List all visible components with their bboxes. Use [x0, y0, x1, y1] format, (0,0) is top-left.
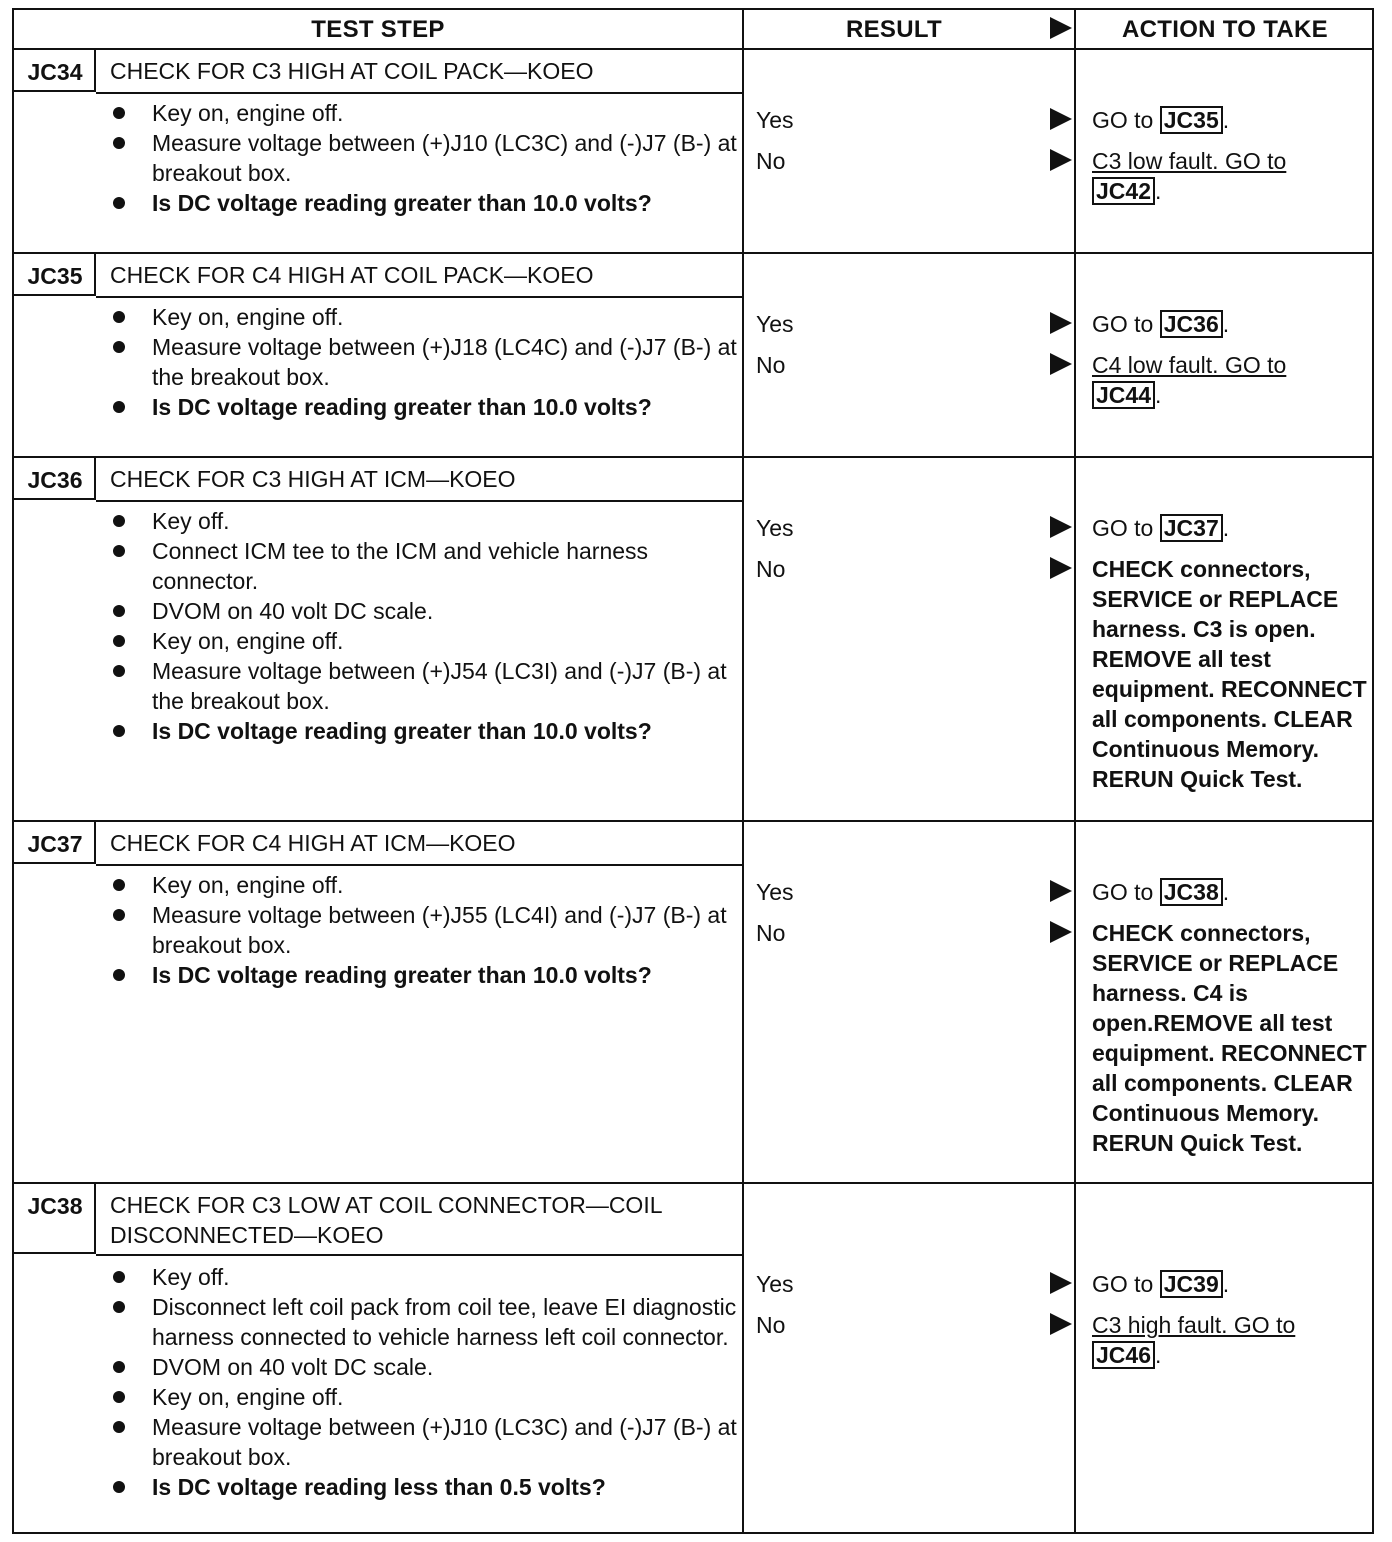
step-list	[110, 870, 750, 990]
step-title: CHECK FOR C4 HIGH AT ICM—KOEO	[110, 830, 516, 856]
table-row	[14, 254, 1372, 456]
title-rule	[96, 1254, 744, 1256]
step-list	[110, 302, 750, 422]
bullet-icon	[113, 311, 125, 323]
header-action: ACTION TO TAKE	[1122, 16, 1328, 43]
ref-link[interactable]: JC46	[1092, 1341, 1155, 1369]
bullet-icon	[113, 605, 125, 617]
list-item: Disconnect left coil pack from coil tee, leave EI diagnostic harness connected to vehicle harness left coil connector.	[110, 1292, 750, 1352]
arrow-icon	[1050, 921, 1072, 943]
result-yes: Yes	[756, 515, 794, 541]
list-item: Is DC voltage reading greater than 10.0 volts?	[110, 188, 750, 218]
bullet-icon	[113, 1271, 125, 1283]
bullet-icon	[113, 1361, 125, 1373]
list-item: Key on, engine off.	[110, 626, 750, 656]
ref-link[interactable]: JC35	[1160, 106, 1223, 134]
list-item: DVOM on 40 volt DC scale.	[110, 1352, 750, 1382]
list-item: Key on, engine off.	[110, 870, 750, 900]
list-item: Measure voltage between (+)J54 (LC3I) and (-)J7 (B-) at the breakout box.	[110, 656, 750, 716]
ref-link[interactable]: JC37	[1160, 514, 1223, 542]
arrow-icon	[1050, 557, 1072, 579]
step-title: CHECK FOR C3 HIGH AT COIL PACK—KOEO	[110, 58, 594, 84]
title-rule	[96, 864, 744, 866]
action-yes: GO to JC38 .	[1092, 879, 1230, 905]
action-yes: GO to JC37 .	[1092, 515, 1230, 541]
result-yes: Yes	[756, 879, 794, 905]
action-no: C4 low fault. GO to JC44 .	[1092, 352, 1287, 408]
step-list	[110, 1262, 750, 1502]
bullet-icon	[113, 635, 125, 647]
step-code: JC36	[27, 467, 83, 493]
list-item: DVOM on 40 volt DC scale.	[110, 596, 750, 626]
diagnostic-table	[12, 8, 1374, 1534]
list-item: Is DC voltage reading greater than 10.0 volts?	[110, 392, 750, 422]
arrow-icon	[1050, 1272, 1072, 1294]
result-no: No	[756, 556, 786, 582]
ref-link[interactable]: JC39	[1160, 1270, 1223, 1298]
bullet-icon	[113, 197, 125, 209]
action-yes: GO to JC36 .	[1092, 311, 1230, 337]
result-no: No	[756, 352, 786, 378]
title-rule	[96, 92, 744, 94]
action-no: CHECK connectors, SERVICE or REPLACE harness. C3 is open. REMOVE all test equipment. RECONNECT all components. CLEAR Continuous Memory. RERUN Quick Test.	[1092, 556, 1367, 792]
table-row	[14, 50, 1372, 252]
arrow-icon	[1050, 516, 1072, 538]
result-no: No	[756, 1312, 786, 1338]
list-item: Measure voltage between (+)J18 (LC4C) and (-)J7 (B-) at the breakout box.	[110, 332, 750, 392]
bullet-icon	[113, 665, 125, 677]
title-rule	[96, 296, 744, 298]
ref-link[interactable]: JC36	[1160, 310, 1223, 338]
table-row	[14, 1184, 1372, 1532]
arrow-icon	[1050, 108, 1072, 130]
bullet-icon	[113, 725, 125, 737]
bullet-icon	[113, 341, 125, 353]
bullet-icon	[113, 545, 125, 557]
ref-link[interactable]: JC44	[1092, 381, 1155, 409]
arrow-icon	[1050, 312, 1072, 334]
table-row	[14, 822, 1372, 1182]
list-item: Key off.	[110, 1262, 750, 1292]
list-item: Measure voltage between (+)J55 (LC4I) and (-)J7 (B-) at breakout box.	[110, 900, 750, 960]
bullet-icon	[113, 107, 125, 119]
step-code: JC37	[27, 831, 83, 857]
action-yes: GO to JC39 .	[1092, 1271, 1230, 1297]
step-list	[110, 98, 750, 218]
list-item: Key off.	[110, 506, 750, 536]
bullet-icon	[113, 879, 125, 891]
list-item: Connect ICM tee to the ICM and vehicle harness connector.	[110, 536, 750, 596]
arrow-icon	[1050, 880, 1072, 902]
header-result: RESULT	[845, 16, 943, 43]
step-title: CHECK FOR C4 HIGH AT COIL PACK—KOEO	[110, 262, 594, 288]
list-item: Is DC voltage reading greater than 10.0 volts?	[110, 960, 750, 990]
step-code: JC34	[27, 59, 83, 85]
list-item: Is DC voltage reading greater than 10.0 volts?	[110, 716, 750, 746]
bullet-icon	[113, 969, 125, 981]
bullet-icon	[113, 1391, 125, 1403]
step-title: CHECK FOR C3 LOW AT COIL CONNECTOR—COIL DISCONNECTED—KOEO	[110, 1192, 662, 1248]
bullet-icon	[113, 1421, 125, 1433]
list-item: Key on, engine off.	[110, 302, 750, 332]
ref-link[interactable]: JC38	[1160, 878, 1223, 906]
result-yes: Yes	[756, 1271, 794, 1297]
bullet-icon	[113, 137, 125, 149]
action-no: C3 high fault. GO to JC46 .	[1092, 1312, 1296, 1368]
step-code: JC35	[27, 263, 83, 289]
action-no: CHECK connectors, SERVICE or REPLACE harness. C4 is open.REMOVE all test equipment. RECONNECT all components. CLEAR Continuous Memory. RERUN Quick Test.	[1092, 920, 1367, 1156]
table-row	[14, 458, 1372, 820]
bullet-icon	[113, 401, 125, 413]
action-no: C3 low fault. GO to JC42 .	[1092, 148, 1287, 204]
list-item: Measure voltage between (+)J10 (LC3C) and (-)J7 (B-) at breakout box.	[110, 128, 750, 188]
list-item: Key on, engine off.	[110, 98, 750, 128]
bullet-icon	[113, 515, 125, 527]
action-yes: GO to JC35 .	[1092, 107, 1230, 133]
result-no: No	[756, 920, 786, 946]
step-code: JC38	[27, 1193, 83, 1219]
header-arrow-icon	[1050, 17, 1072, 39]
list-item: Measure voltage between (+)J10 (LC3C) and (-)J7 (B-) at breakout box.	[110, 1412, 750, 1472]
bullet-icon	[113, 909, 125, 921]
result-yes: Yes	[756, 311, 794, 337]
arrow-icon	[1050, 149, 1072, 171]
step-list	[110, 506, 750, 746]
arrow-icon	[1050, 1313, 1072, 1335]
step-title: CHECK FOR C3 HIGH AT ICM—KOEO	[110, 466, 516, 492]
list-item: Key on, engine off.	[110, 1382, 750, 1412]
title-rule	[96, 500, 744, 502]
list-item: Is DC voltage reading less than 0.5 volts?	[110, 1472, 750, 1502]
arrow-icon	[1050, 353, 1072, 375]
result-no: No	[756, 148, 786, 174]
header-test-step: TEST STEP	[311, 16, 445, 43]
ref-link[interactable]: JC42	[1092, 177, 1155, 205]
bullet-icon	[113, 1481, 125, 1493]
bullet-icon	[113, 1301, 125, 1313]
result-yes: Yes	[756, 107, 794, 133]
